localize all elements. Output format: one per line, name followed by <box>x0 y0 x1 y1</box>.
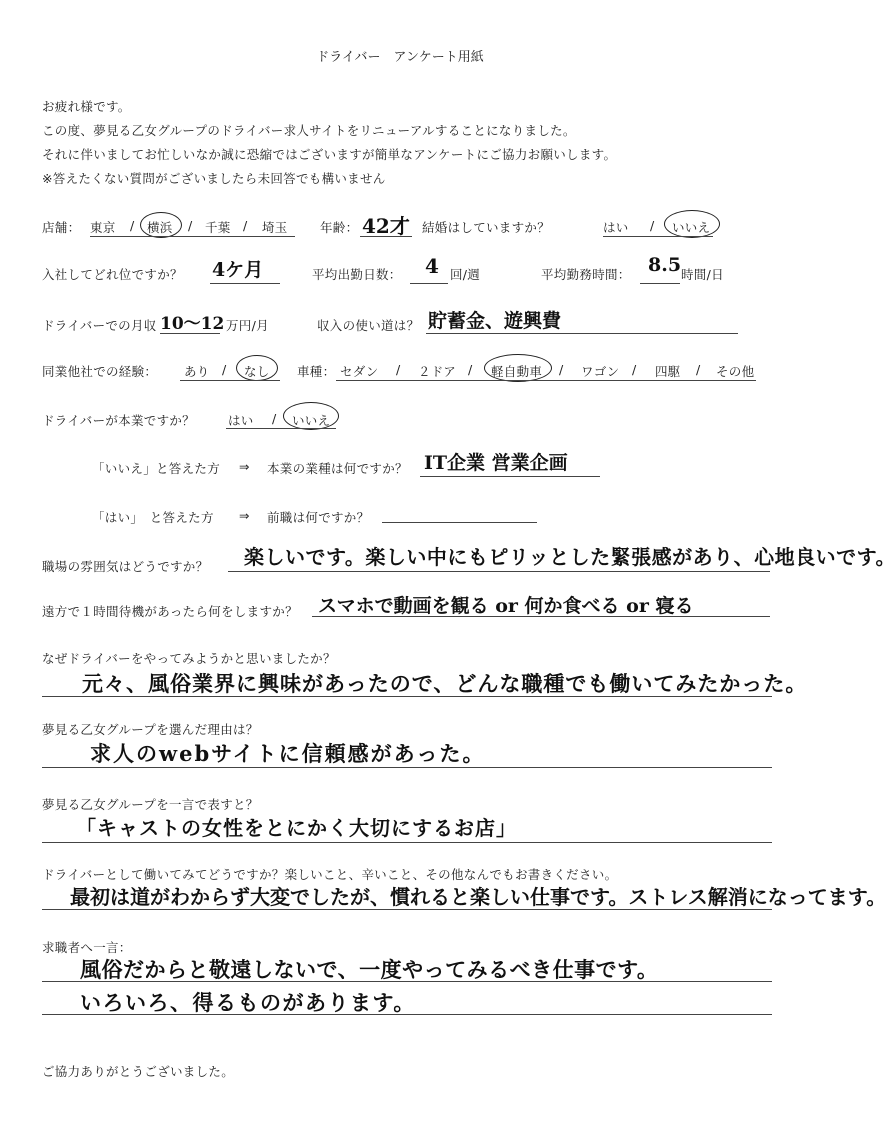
atmosphere-question: 職場の雰囲気はどうですか？ <box>42 559 209 574</box>
days-answer: 4 <box>425 254 439 278</box>
arrow-icon: ⇒ <box>239 459 250 474</box>
page-title: ドライバー アンケート用紙 <box>316 50 484 65</box>
married-separator: / <box>650 218 655 233</box>
tenure-label: 入社してどれ位ですか？ <box>42 267 183 282</box>
married-option-yes[interactable]: はい <box>603 220 629 235</box>
selected-circle-experience <box>236 355 278 381</box>
if-no-prefix: 「いいえ」と答えた方 <box>92 461 221 476</box>
intro-line-4: ※答えたくない質問がございましたら未回答でも構いません <box>42 171 386 186</box>
main-job-option-no[interactable]: いいえ <box>292 413 331 428</box>
intro-line-1: お疲れ様です。 <box>42 99 131 114</box>
why-driver-answer: 元々、風俗業界に興味があったので、どんな職種でも働いてみたかった。 <box>82 671 808 696</box>
experience-option-yes[interactable]: あり <box>184 364 210 379</box>
car-separator: / <box>468 362 473 377</box>
why-driver-question: なぜドライバーをやってみようかと思いましたか？ <box>42 651 336 666</box>
arrow-icon: ⇒ <box>239 508 250 523</box>
store-separator: / <box>243 218 248 233</box>
main-job-option-yes[interactable]: はい <box>228 413 254 428</box>
car-separator: / <box>696 362 701 377</box>
usage-label: 収入の使い道は？ <box>317 318 420 333</box>
tenure-answer: 4ケ月 <box>212 259 264 281</box>
married-label: 結婚はしていますか？ <box>422 220 551 235</box>
car-label: 車種： <box>297 364 336 379</box>
car-separator: / <box>632 362 637 377</box>
store-option-tokyo[interactable]: 東京 <box>90 220 116 235</box>
income-label: ドライバーでの月収 <box>42 318 157 333</box>
car-option-sedan[interactable]: セダン <box>340 364 379 379</box>
why-group-answer: 求人のwebサイトに信頼感があった。 <box>90 741 486 766</box>
atmosphere-answer: 楽しいです。楽しい中にもピリッとした緊張感があり、心地良いです。 <box>244 545 896 569</box>
one-word-question: 夢見る乙女グループを一言で表すと？ <box>42 797 259 812</box>
hours-unit: 時間/日 <box>681 267 724 282</box>
message-answer-line-2: いろいろ、得るものがあります。 <box>80 990 416 1015</box>
age-label: 年齢： <box>320 220 359 235</box>
if-yes-prefix: 「はい」 と答えた方 <box>92 510 214 525</box>
selected-circle-main-job <box>283 402 339 430</box>
store-option-saitama[interactable]: 埼玉 <box>262 220 288 235</box>
days-unit: 回/週 <box>450 267 481 282</box>
selected-circle-store <box>140 212 182 238</box>
store-option-chiba[interactable]: 千葉 <box>205 220 231 235</box>
intro-line-3: それに伴いましてお忙しいなか誠に恐縮ではございますが簡単なアンケートにご協力お願いします。 <box>42 147 617 162</box>
hours-answer: 8.5 <box>648 254 682 276</box>
income-answer: 10〜12 <box>160 314 225 334</box>
income-unit: 万円/月 <box>226 318 269 333</box>
car-separator: / <box>559 362 564 377</box>
experience-option-no[interactable]: なし <box>244 364 270 379</box>
main-job-label: ドライバーが本業ですか？ <box>42 413 195 428</box>
message-answer-line-1: 風俗だからと敬遠しないで、一度やってみるべき仕事です。 <box>80 957 659 982</box>
main-job-separator: / <box>272 411 277 426</box>
hours-label: 平均勤務時間： <box>541 267 631 282</box>
car-option-wagon[interactable]: ワゴン <box>581 364 620 379</box>
message-question: 求職者へ一言： <box>42 940 132 955</box>
car-option-other[interactable]: その他 <box>716 364 755 379</box>
age-answer: 42才 <box>362 214 410 238</box>
store-separator: / <box>188 218 193 233</box>
experience-label: 同業他社での経験： <box>42 364 158 379</box>
intro-line-2: この度、夢見る乙女グループのドライバー求人サイトをリニューアルすることになりました。 <box>42 123 576 138</box>
selected-circle-married <box>664 210 720 238</box>
if-no-answer: IT企業 営業企画 <box>424 452 568 474</box>
impression-question: ドライバーとして働いてみてどうですか？楽しいこと、辛いこと、その他なんでもお書きください。 <box>42 867 618 882</box>
usage-answer: 貯蓄金、遊興費 <box>428 310 562 332</box>
if-yes-question: 前職は何ですか？ <box>267 510 370 525</box>
waiting-answer: スマホで動画を観る or 何か食べる or 寝る <box>318 595 694 617</box>
married-option-no[interactable]: いいえ <box>672 220 711 235</box>
store-label: 店舗： <box>42 220 81 235</box>
store-option-yokohama[interactable]: 横浜 <box>147 220 173 235</box>
why-group-question: 夢見る乙女グループを選んだ理由は？ <box>42 722 259 737</box>
if-no-question: 本業の業種は何ですか？ <box>267 461 408 476</box>
one-word-answer: 「キャストの女性をとにかく大切にするお店」 <box>76 816 517 840</box>
experience-separator: / <box>222 362 227 377</box>
car-option-4wd[interactable]: 四駆 <box>655 364 681 379</box>
days-label: 平均出勤日数： <box>312 267 402 282</box>
impression-answer: 最初は道がわからず大変でしたが、慣れると楽しい仕事です。ストレス解消になってます。 <box>70 885 887 909</box>
closing-text: ご協力ありがとうございました。 <box>42 1064 235 1079</box>
selected-circle-car <box>484 354 552 382</box>
store-separator: / <box>130 218 135 233</box>
car-option-2door[interactable]: ２ドア <box>418 364 457 379</box>
car-option-kei[interactable]: 軽自動車 <box>491 364 543 379</box>
car-separator: / <box>396 362 401 377</box>
waiting-question: 遠方で１時間待機があったら何をしますか？ <box>42 604 298 619</box>
